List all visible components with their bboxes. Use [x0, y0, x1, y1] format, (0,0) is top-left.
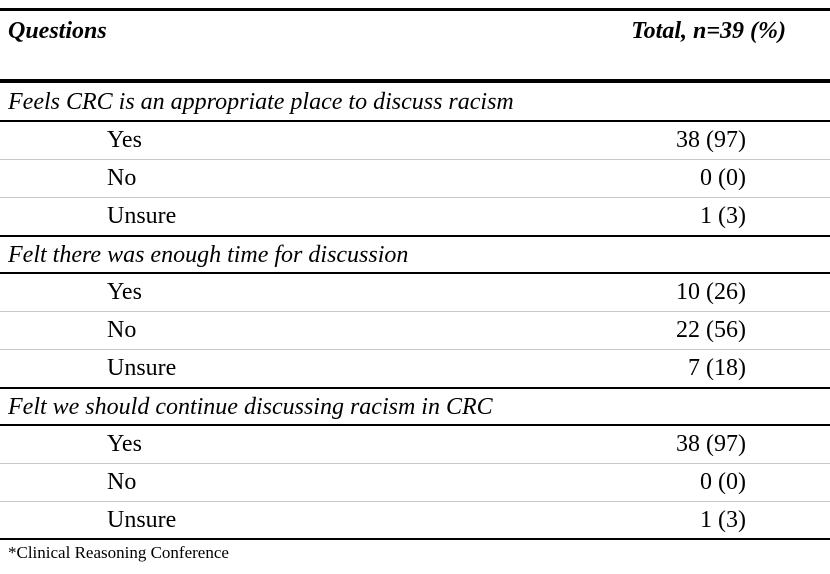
table-row: [0, 426, 830, 462]
table-row: [0, 160, 830, 196]
answer-label: Yes: [107, 127, 142, 153]
answer-label: No: [107, 469, 137, 495]
answer-count: 1 (3): [700, 203, 746, 229]
table-row: [0, 464, 830, 500]
answer-count: 1 (3): [700, 507, 746, 533]
table-row: [0, 502, 830, 538]
answer-label: Yes: [107, 431, 142, 457]
footnote: *Clinical Reasoning Conference: [8, 543, 229, 562]
answer-count: 38 (97): [676, 127, 746, 153]
section-question-row: [0, 389, 830, 425]
question-text: Felt we should continue discussing racism in CRC: [8, 394, 493, 420]
answer-label: Unsure: [107, 203, 177, 229]
answer-count: 38 (97): [676, 431, 746, 457]
table-bottom-rule: [0, 538, 830, 540]
table-row: [0, 350, 830, 386]
table-row: [0, 274, 830, 310]
answer-count: 10 (26): [676, 279, 746, 305]
answer-label: No: [107, 317, 137, 343]
answer-label: No: [107, 165, 137, 191]
answer-label: Unsure: [107, 507, 177, 533]
table-row: [0, 312, 830, 348]
answer-label: Yes: [107, 279, 142, 305]
answer-count: 0 (0): [700, 469, 746, 495]
question-text: Felt there was enough time for discussion: [8, 242, 409, 268]
table-row: [0, 198, 830, 234]
questions-column-header: Questions: [8, 18, 107, 44]
table-top-rule: [0, 8, 830, 11]
answer-count: 22 (56): [676, 317, 746, 343]
question-text: Feels CRC is an appropriate place to discuss racism: [8, 89, 514, 115]
table-row: [0, 122, 830, 158]
section-question-row: [0, 237, 830, 273]
answer-label: Unsure: [107, 355, 177, 381]
header-bottom-rule: [0, 79, 830, 83]
answer-count: 7 (18): [688, 355, 746, 381]
section-question-row: [0, 84, 830, 120]
answer-count: 0 (0): [700, 165, 746, 191]
total-column-header: Total, n=39 (%): [631, 18, 786, 44]
